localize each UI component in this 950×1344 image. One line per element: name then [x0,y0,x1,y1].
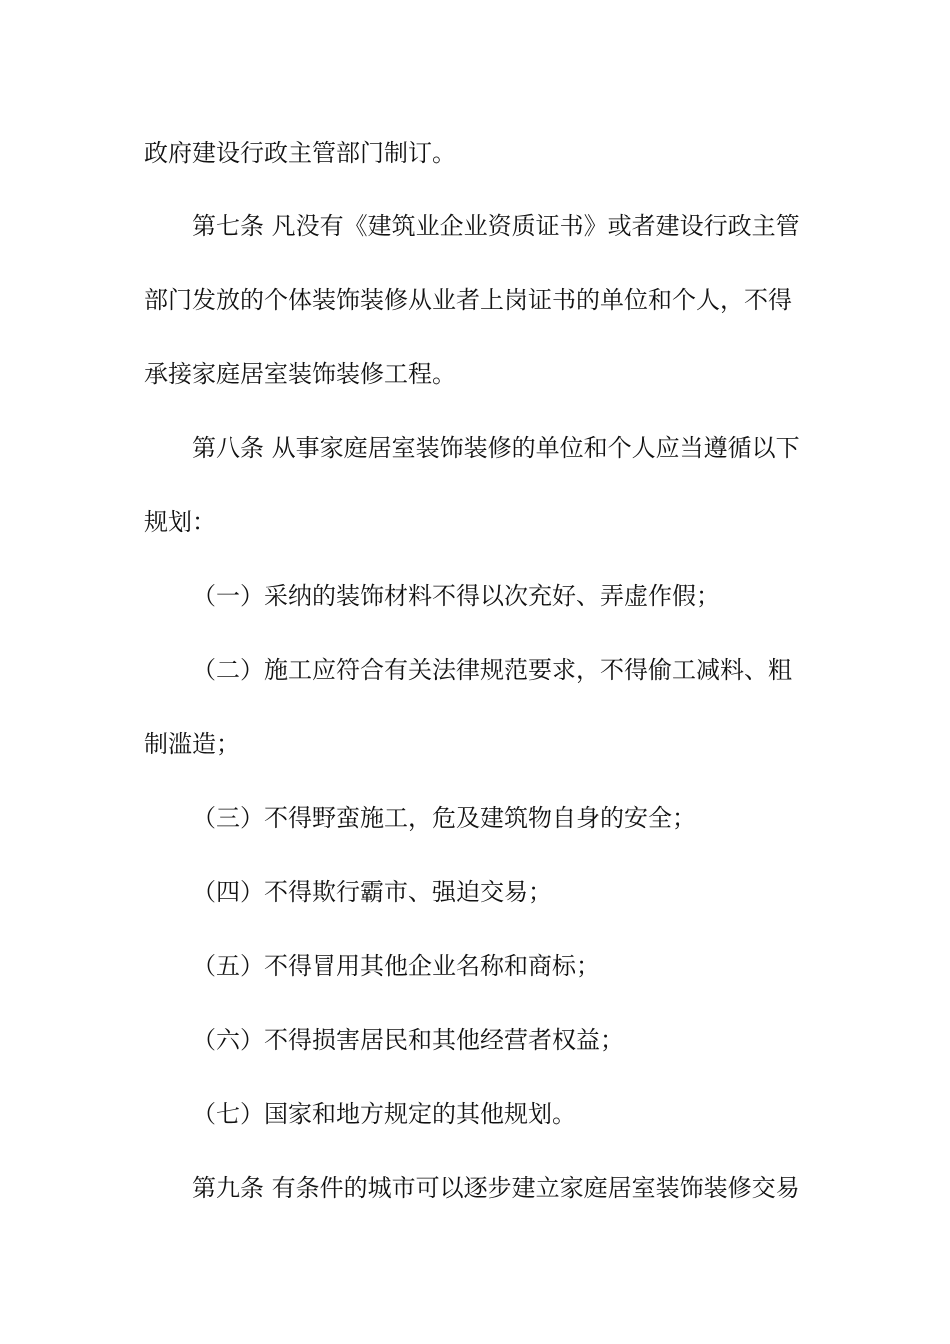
article-8-line-1: 第八条 从事家庭居室装饰装修的单位和个人应当遵循以下 [192,434,800,462]
list-item-5: （五）不得冒用其他企业名称和商标； [192,952,600,980]
article-7-line-1: 第七条 凡没有《建筑业企业资质证书》或者建设行政主管 [192,212,800,240]
list-item-6: （六）不得损害居民和其他经营者权益； [192,1026,624,1054]
list-item-2-line-2: 制滥造； [144,730,240,758]
text-line: 政府建设行政主管部门制订。 [144,139,456,167]
list-item-4: （四）不得欺行霸市、强迫交易； [192,878,552,906]
list-item-2-line-1: （二）施工应符合有关法律规范要求，不得偷工减料、粗 [192,656,792,684]
article-9-line-1: 第九条 有条件的城市可以逐步建立家庭居室装饰装修交易 [192,1174,800,1202]
list-item-1: （一）采纳的装饰材料不得以次充好、弄虚作假； [192,582,720,610]
article-7-line-3: 承接家庭居室装饰装修工程。 [144,360,456,388]
list-item-7: （七）国家和地方规定的其他规划。 [192,1100,576,1128]
article-8-line-2: 规划： [144,508,216,536]
list-item-3: （三）不得野蛮施工，危及建筑物自身的安全； [192,804,696,832]
article-7-line-2: 部门发放的个体装饰装修从业者上岗证书的单位和个人，不得 [144,286,792,314]
